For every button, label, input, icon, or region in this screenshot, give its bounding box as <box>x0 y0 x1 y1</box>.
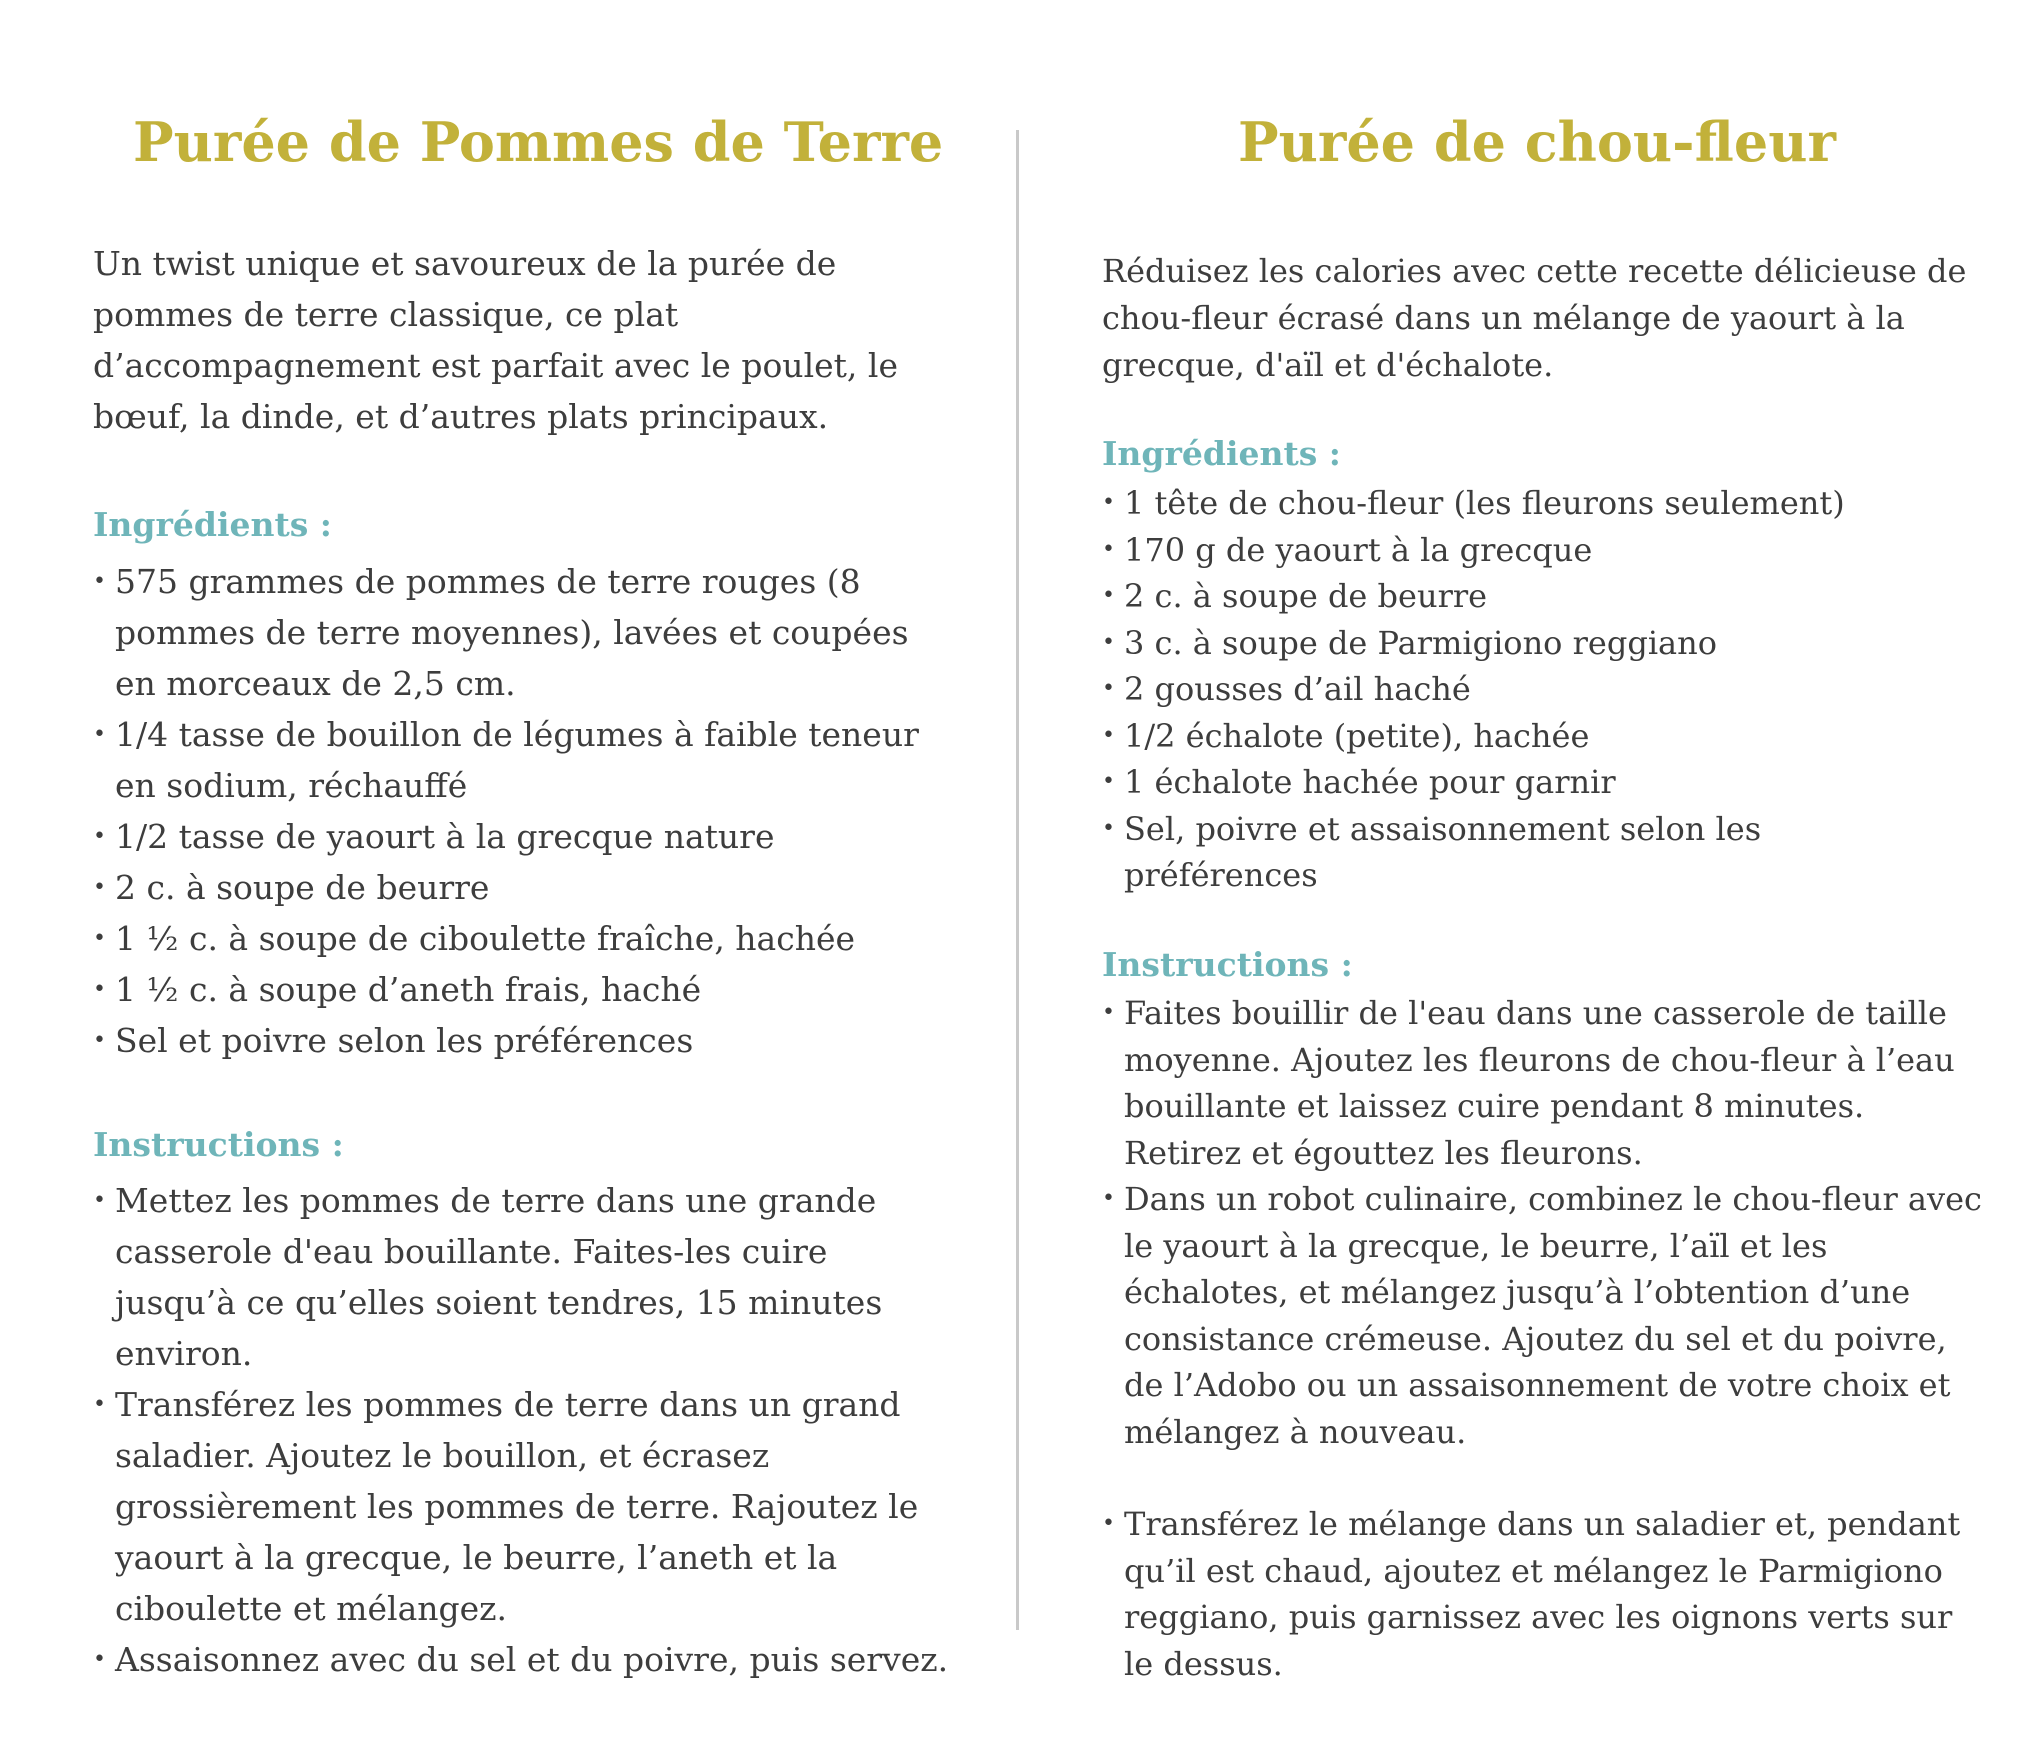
list-item <box>93 1175 953 1379</box>
ingredient-text: 3 c. à soupe de Parmigiono reggiano <box>1124 623 1717 662</box>
bullet-icon: • <box>93 1392 106 1417</box>
list-item <box>93 1634 953 1685</box>
ingredient-text: 1/4 tasse de bouillon de légumes à faible teneur en sodium, réchauffé <box>115 715 919 805</box>
bullet-icon: • <box>1102 629 1115 655</box>
ingredient-text: 1/2 tasse de yaourt à la grecque nature <box>115 817 775 856</box>
bullet-icon: • <box>1102 815 1115 841</box>
recipe-title: Purée de Pommes de Terre <box>133 110 944 174</box>
list-item <box>93 709 953 811</box>
ingredient-text: 1/2 échalote (petite), hachée <box>1124 716 1590 755</box>
list-item <box>1102 713 1962 760</box>
bullet-icon: • <box>93 977 106 1002</box>
bullet-icon: • <box>93 875 106 900</box>
ingredient-text: Sel, poivre et assaisonnement selon les préférences <box>1124 809 1762 894</box>
bullet-icon: • <box>1102 1000 1115 1025</box>
bullet-icon: • <box>1102 676 1115 701</box>
bullet-icon: • <box>1102 769 1115 794</box>
ingredient-text: 1 tête de chou-fleur (les fleurons seulement) <box>1124 484 1845 522</box>
list-item <box>1102 1501 1982 1687</box>
list-item <box>1102 573 1962 620</box>
list-item <box>1102 666 1962 713</box>
instruction-text: Mettez les pommes de terre dans une grande casserole d'eau bouillante. Faites-les cuire jusqu’à ce qu’elles soient tendres, 15 minutes environ. <box>115 1181 883 1373</box>
ingredient-text: Sel et poivre selon les préférences <box>115 1021 694 1060</box>
column-divider <box>1016 130 1019 1630</box>
list-item <box>93 964 953 1015</box>
bullet-icon: • <box>1102 722 1115 748</box>
recipe-title: Purée de chou-fleur <box>1238 110 1836 174</box>
list-item <box>93 556 953 709</box>
bullet-icon: • <box>93 824 106 849</box>
ingredient-text: 575 grammes de pommes de terre rouges (8 pommes de terre moyennes), lavées et coupées en morceaux de 2,5 cm. <box>115 562 909 703</box>
instructions-list <box>1102 990 1982 1687</box>
list-item <box>1102 480 1962 527</box>
bullet-icon: • <box>93 722 106 747</box>
ingredient-text: 170 g de yaourt à la grecque <box>1124 530 1593 569</box>
instructions-heading: Instructions : <box>1102 945 1353 984</box>
ingredient-text: 2 c. à soupe de beurre <box>1124 577 1488 615</box>
instructions-list <box>93 1175 953 1685</box>
ingredient-text: 1 ½ c. à soupe d’aneth frais, haché <box>115 970 702 1009</box>
instruction-text: Faites bouillir de l'eau dans une casserole de taille moyenne. Ajoutez les fleurons de chou-fleur à l’eau bouillante et laissez cuire pendant 8 minutes. Retirez et égouttez les fleurons. <box>1124 994 1955 1172</box>
instruction-text: Transférez les pommes de terre dans un grand saladier. Ajoutez le bouillon, et écrasez grossièrement les pommes de terre. Rajoutez le yaourt à la grecque, le beurre, l’aneth et la ciboulette et mélangez. <box>115 1385 919 1628</box>
list-item <box>93 1015 953 1066</box>
bullet-icon: • <box>93 569 106 594</box>
list-item <box>1102 620 1962 667</box>
list-item <box>93 913 953 964</box>
bullet-icon: • <box>1102 1186 1115 1211</box>
bullet-icon: • <box>1102 490 1115 515</box>
bullet-icon: • <box>1102 1511 1115 1536</box>
list-item <box>93 1379 953 1634</box>
instruction-text: Transférez le mélange dans un saladier et, pendant qu’il est chaud, ajoutez et mélangez le Parmigiono reggiano, puis garnissez avec les oignons verts sur le dessus. <box>1124 1505 1961 1683</box>
ingredients-list <box>93 556 953 1066</box>
instructions-heading: Instructions : <box>93 1125 344 1164</box>
bullet-icon: • <box>1102 536 1115 562</box>
bullet-icon: • <box>1102 583 1115 608</box>
ingredients-heading: Ingrédients : <box>93 505 332 544</box>
bullet-icon: • <box>93 1188 106 1213</box>
list-item <box>93 862 953 913</box>
bullet-icon: • <box>93 926 106 951</box>
ingredient-text: 1 échalote hachée pour garnir <box>1124 763 1616 801</box>
list-item <box>93 811 953 862</box>
list-item <box>1102 527 1962 574</box>
recipe-intro: Réduisez les calories avec cette recette délicieuse de chou-fleur écrasé dans un mélange de yaourt à la grecque, d'aïl et d'échalote. <box>1102 252 1967 384</box>
instruction-text: Dans un robot culinaire, combinez le chou-fleur avec le yaourt à la grecque, le beurre, l’aïl et les échalotes, et mélangez jusqu’à l’obtention d’une consistance crémeuse. Ajoutez du sel et du poivre, de l’Adobo ou un assaisonnement de votre choix et mélangez à nouveau. <box>1124 1180 1982 1451</box>
instruction-text: Assaisonnez avec du sel et du poivre, puis servez. <box>115 1640 949 1679</box>
recipe-intro: Un twist unique et savoureux de la purée de pommes de terre classique, ce plat d’accompagnement est parfait avec le poulet, le bœuf, la dinde, et d’autres plats principaux. <box>93 244 898 436</box>
bullet-icon: • <box>93 1028 106 1053</box>
ingredients-heading: Ingrédients : <box>1102 434 1341 473</box>
list-item <box>1102 990 1982 1176</box>
list-item <box>1102 806 1962 899</box>
ingredient-text: 2 gousses d’ail haché <box>1124 670 1471 708</box>
ingredient-text: 2 c. à soupe de beurre <box>115 868 490 907</box>
ingredient-text: 1 ½ c. à soupe de ciboulette fraîche, hachée <box>115 919 856 958</box>
list-item <box>1102 759 1962 806</box>
bullet-icon: • <box>93 1647 106 1672</box>
ingredients-list <box>1102 480 1962 899</box>
list-item <box>1102 1176 1982 1455</box>
